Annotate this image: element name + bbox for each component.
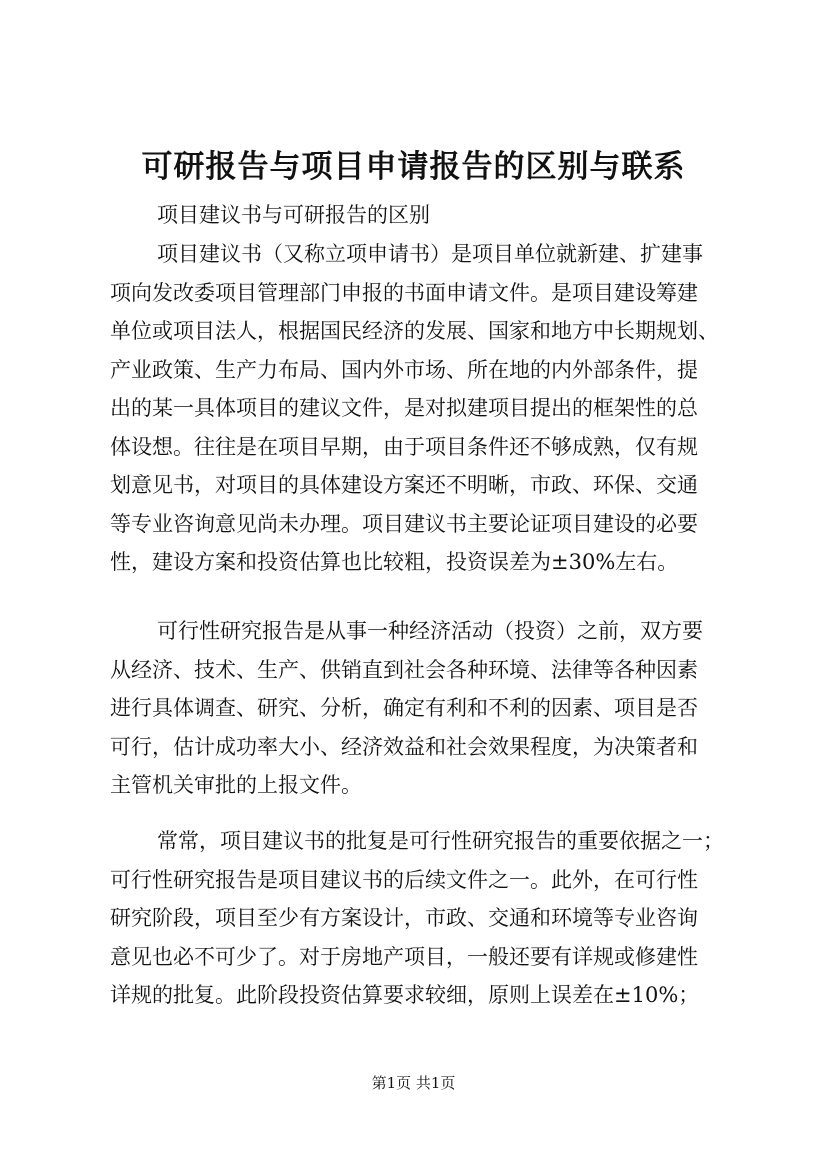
- paragraph-line: 体设想。往往是在项目早期，由于项目条件还不够成熟，仅有规: [110, 434, 698, 459]
- paragraph-project-proposal: [110, 235, 728, 582]
- paragraph-line: 意见也必不可少了。对于房地产项目，一般还要有详规或修建性: [110, 944, 698, 969]
- paragraph-line: 从经济、技术、生产、供销直到社会各种环境、法律等各种因素: [110, 657, 698, 682]
- document-subtitle: 项目建议书与可研报告的区别: [157, 203, 430, 227]
- paragraph-line: 项向发改委项目管理部门申报的书面申请文件。是项目建设筹建: [110, 280, 698, 305]
- paragraph-line: 性，建设方案和投资估算也比较粗，投资误差为±30%左右。: [110, 550, 679, 574]
- paragraph-line: 研究阶段，项目至少有方案设计，市政、交通和环境等专业咨询: [110, 906, 698, 930]
- paragraph-line: 可行性研究报告是项目建议书的后续文件之一。此外，在可行性: [110, 867, 698, 892]
- paragraph-line: 主管机关审批的上报文件。: [110, 773, 362, 797]
- paragraph-relationship: [110, 822, 728, 1015]
- paragraph-line: 进行具体调查、研究、分析，确定有利和不利的因素、项目是否: [110, 696, 698, 720]
- paragraph-line: 单位或项目法人，根据国民经济的发展、国家和地方中长期规划、: [110, 319, 719, 343]
- paragraph-line: 可行，估计成功率大小、经济效益和社会效果程度，为决策者和: [110, 734, 698, 759]
- paragraph-line: 等专业咨询意见尚未办理。项目建议书主要论证项目建设的必要: [110, 511, 698, 536]
- paragraph-line: 出的某一具体项目的建议文件，是对拟建项目提出的框架性的总: [110, 396, 698, 420]
- paragraph-line: 可行性研究报告是从事一种经济活动（投资）之前，双方要: [157, 619, 703, 643]
- paragraph-line: 常常，项目建议书的批复是可行性研究报告的重要依据之一；: [157, 829, 724, 853]
- document-title: 可研报告与项目申请报告的区别与联系: [141, 149, 686, 185]
- paragraph-line: 产业政策、生产力布局、国内外市场、所在地的内外部条件，提: [110, 357, 698, 382]
- page-footer: 第1页 共1页: [371, 1074, 456, 1092]
- paragraph-line: 划意见书，对项目的具体建设方案还不明晰，市政、环保、交通: [110, 473, 698, 497]
- paragraph-line: 项目建议书（又称立项申请书）是项目单位就新建、扩建事: [157, 242, 703, 266]
- paragraph-line: 详规的批复。此阶段投资估算要求较细，原则上误差在±10%；: [110, 983, 700, 1007]
- paragraph-feasibility-report: [110, 612, 728, 805]
